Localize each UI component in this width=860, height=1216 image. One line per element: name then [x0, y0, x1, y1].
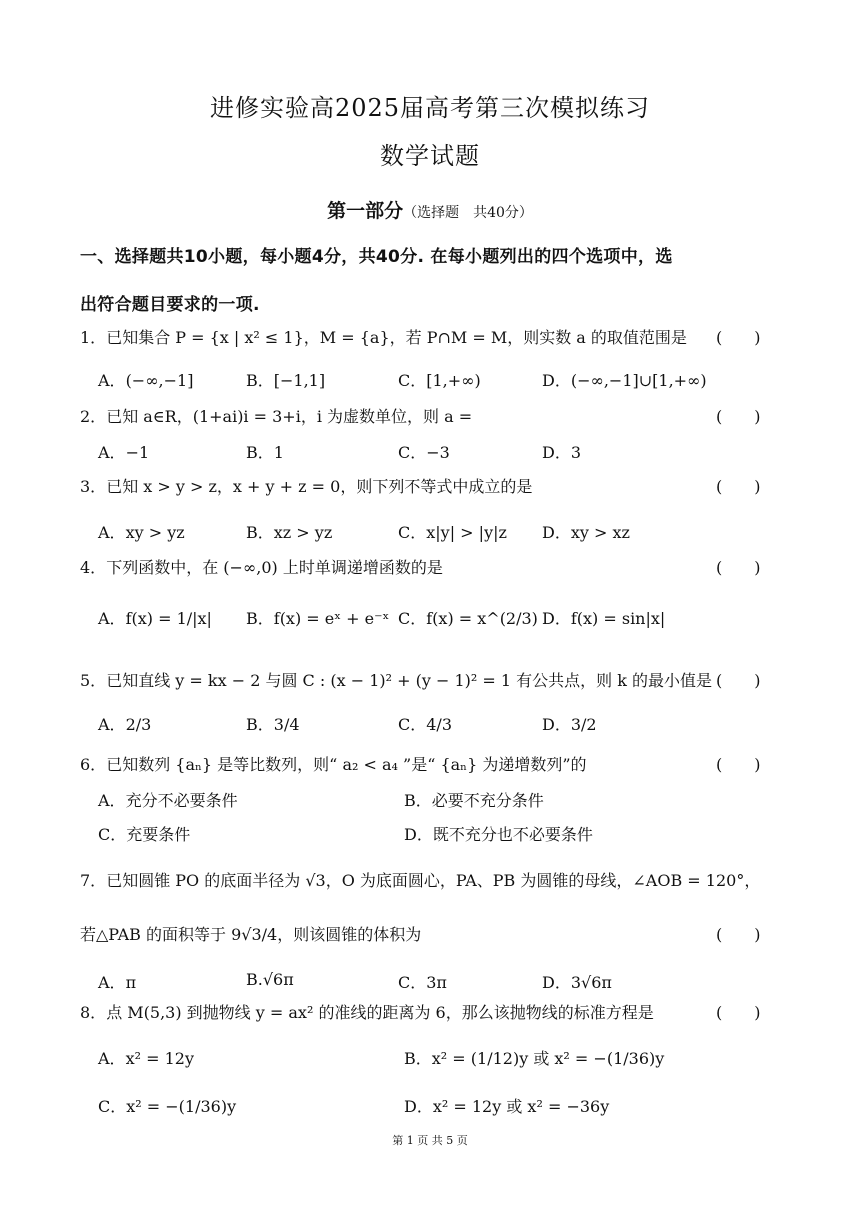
question-2-text: 已知 a∈R，(1+ai)i = 3+i，i 为虚数单位，则 a = [106, 407, 473, 426]
question-6-option-b: B．必要不充分条件 [404, 791, 544, 810]
question-8-option-d: D．x² = 12y 或 x² = −36y [404, 1097, 610, 1116]
question-3-text: 已知 x > y > z，x + y + z = 0，则下列不等式中成立的是 [106, 477, 533, 496]
question-2-stem [80, 404, 472, 427]
question-8-number: 8． [80, 1003, 107, 1022]
question-8-text: 点 M(5,3) 到抛物线 y = ax² 的准线的距离为 6，那么该抛物线的标准方程是 [106, 1003, 654, 1022]
answer-paren-4: ( ) [716, 558, 761, 577]
question-7-option-a: A．π [98, 973, 137, 992]
part-name: 第一部分 [327, 200, 404, 222]
question-3-option-b: B．xz > yz [246, 523, 333, 542]
question-1-option-d: D．(−∞,−1]∪[1,+∞) [542, 371, 707, 390]
question-1-option-b: B．[−1,1] [246, 371, 326, 390]
answer-paren-1: ( ) [716, 328, 761, 347]
question-6-number: 6． [80, 755, 107, 774]
answer-paren-2: ( ) [716, 407, 761, 426]
page-footer: 第 1 页 共 5 页 [392, 1134, 468, 1147]
question-3-number: 3． [80, 477, 107, 496]
question-7-option-b: B.√6π [246, 970, 294, 989]
exam-title: 进修实验高2025届高考第三次模拟练习 [209, 94, 651, 122]
answer-paren-5: ( ) [716, 671, 761, 690]
question-1-option-c: C．[1,+∞) [398, 371, 481, 390]
answer-paren-3: ( ) [716, 477, 761, 496]
question-6-stem [80, 752, 587, 775]
exam-subtitle: 数学试题 [380, 142, 480, 170]
question-2-option-b: B．1 [246, 443, 284, 462]
question-3-option-c: C．x|y| > |y|z [398, 523, 507, 542]
question-1-number: 1． [80, 328, 107, 347]
question-6-option-c: C．充要条件 [98, 825, 191, 844]
question-5-option-b: B．3/4 [246, 715, 300, 734]
question-6-option-a: A．充分不必要条件 [98, 791, 238, 810]
question-3-option-a: A．xy > yz [98, 523, 185, 542]
question-8-option-c: C．x² = −(1/36)y [98, 1097, 237, 1116]
question-5-option-d: D．3/2 [542, 715, 597, 734]
question-4-option-a: A．f(x) = 1/|x| [98, 609, 212, 628]
part-header [0, 196, 860, 223]
question-4-stem [80, 555, 443, 578]
question-2-option-c: C．−3 [398, 443, 450, 462]
question-4-option-c: C．f(x) = x^(2/3) [398, 609, 538, 628]
question-7-option-c: C．3π [398, 973, 447, 992]
question-3-option-d: D．xy > xz [542, 523, 630, 542]
question-4-text: 下列函数中，在 (−∞,0) 上时单调递增函数的是 [106, 558, 443, 577]
question-7-stem-2: 若△PAB 的面积等于 9√3/4，则该圆锥的体积为 [80, 925, 422, 944]
answer-paren-6: ( ) [716, 755, 761, 774]
question-1-option-a: A．(−∞,−1] [98, 371, 194, 390]
question-7-stem [80, 868, 760, 891]
question-8-option-b: B．x² = (1/12)y 或 x² = −(1/36)y [404, 1049, 665, 1068]
question-3-stem [80, 474, 532, 497]
question-2-number: 2． [80, 407, 107, 426]
question-7-text: 已知圆锥 PO 的底面半径为 √3，O 为底面圆心，PA、PB 为圆锥的母线，∠AOB = 120°， [106, 871, 761, 890]
question-7-number: 7． [80, 871, 107, 890]
question-4-option-b: B．f(x) = eˣ + e⁻ˣ [246, 609, 390, 628]
question-5-option-a: A．2/3 [98, 715, 152, 734]
question-2-option-a: A．−1 [98, 443, 150, 462]
question-5-stem [80, 668, 712, 691]
answer-paren-7: ( ) [716, 925, 761, 944]
question-4-option-d: D．f(x) = sin|x| [542, 609, 666, 628]
answer-paren-8: ( ) [716, 1003, 761, 1022]
question-2-option-d: D．3 [542, 443, 582, 462]
part-note: （选择题 共40分） [403, 205, 533, 221]
question-1-stem [80, 325, 687, 348]
question-7-option-d: D．3√6π [542, 973, 612, 992]
question-8-option-a: A．x² = 12y [98, 1049, 194, 1068]
question-5-text: 已知直线 y = kx − 2 与圆 C : (x − 1)² + (y − 1)² = 1 有公共点，则 k 的最小值是 [106, 671, 713, 690]
instructions-line-1: 一、选择题共10小题，每小题4分，共40分. 在每小题列出的四个选项中，选 [80, 247, 673, 267]
question-5-number: 5． [80, 671, 107, 690]
question-4-number: 4． [80, 558, 107, 577]
question-6-option-d: D．既不充分也不必要条件 [404, 825, 593, 844]
instructions-line-2: 出符合题目要求的一项. [80, 295, 260, 315]
question-8-stem [80, 1000, 654, 1023]
question-5-option-c: C．4/3 [398, 715, 452, 734]
question-1-text: 已知集合 P = {x | x² ≤ 1}，M = {a}，若 P∩M = M，则实数 a 的取值范围是 [106, 328, 687, 347]
question-6-text: 已知数列 {aₙ} 是等比数列，则“ a₂ < a₄ ”是“ {aₙ} 为递增数列”的 [106, 755, 587, 774]
